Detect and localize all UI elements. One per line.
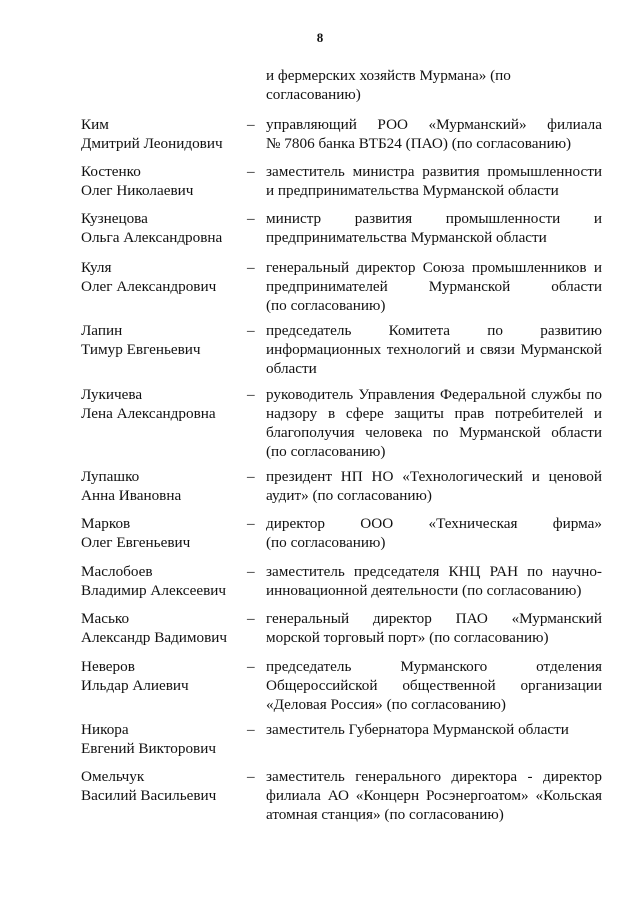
member-name [81, 514, 251, 552]
position-line: морской торговый порт» (по согласованию) [266, 629, 549, 646]
member-surname: Куля [81, 259, 112, 276]
dash-separator: – [247, 468, 255, 485]
member-surname: Лапин [81, 322, 123, 339]
position-line: президент НП НО «Технологический и ценовой [266, 468, 602, 485]
page-number: 8 [316, 30, 324, 45]
position-line: руководитель Управления Федеральной службы по [266, 386, 602, 403]
member-given-name: Анна Ивановна [81, 487, 182, 504]
position-line: (по согласованию) [266, 297, 386, 314]
dash-separator: – [247, 163, 255, 180]
member-name [81, 767, 251, 805]
member-name [81, 609, 251, 647]
member-position [266, 385, 602, 461]
position-line: благополучия человека по Мурманской области [266, 424, 602, 441]
member-position [266, 467, 602, 505]
member-name [81, 720, 251, 758]
continued-position-text [266, 66, 602, 104]
member-name [81, 562, 251, 600]
member-position [266, 209, 602, 247]
member-position [266, 258, 602, 315]
position-line: министр развития промышленности и [266, 210, 602, 227]
member-name [81, 162, 251, 200]
member-position [266, 767, 602, 824]
member-surname: Никора [81, 721, 129, 738]
member-given-name: Тимур Евгеньевич [81, 341, 201, 358]
dash-separator: – [247, 721, 255, 738]
member-surname: Масько [81, 610, 130, 627]
member-given-name: Олег Евгеньевич [81, 534, 191, 551]
member-given-name: Ильдар Алиевич [81, 677, 189, 694]
position-line: генеральный директор ПАО «Мурманский [266, 610, 602, 627]
position-line: управляющий РОО «Мурманский» филиала [266, 116, 602, 133]
member-name [81, 321, 251, 359]
position-line: предпринимательства Мурманской области [266, 229, 547, 246]
member-surname: Маслобоев [81, 563, 153, 580]
member-position [266, 115, 602, 153]
member-given-name: Олег Николаевич [81, 182, 194, 199]
member-surname: Омельчук [81, 768, 145, 785]
member-given-name: Ольга Александровна [81, 229, 223, 246]
member-surname: Костенко [81, 163, 141, 180]
member-name [81, 385, 251, 423]
member-given-name: Лена Александровна [81, 405, 216, 422]
position-line: заместитель председателя КНЦ РАН по научно- [266, 563, 602, 580]
dash-separator: – [247, 768, 255, 785]
position-line: «Деловая Россия» (по согласованию) [266, 696, 506, 713]
position-line: атомная станция» (по согласованию) [266, 806, 504, 823]
member-given-name: Дмитрий Леонидович [81, 135, 223, 152]
position-line: заместитель генерального директора - директор [266, 768, 602, 785]
member-position [266, 720, 602, 739]
member-name [81, 467, 251, 505]
member-surname: Лукичева [81, 386, 143, 403]
position-line: заместитель министра развития промышленности [266, 163, 602, 180]
position-line: информационных технологий и связи Мурманской [266, 341, 602, 358]
dash-separator: – [247, 386, 255, 403]
member-surname: Марков [81, 515, 131, 532]
member-name [81, 115, 251, 153]
member-surname: Кузнецова [81, 210, 148, 227]
position-line: директор ООО «Техническая фирма» [266, 515, 602, 532]
dash-separator: – [247, 610, 255, 627]
member-position [266, 321, 602, 378]
member-position [266, 609, 602, 647]
position-line: и предпринимательства Мурманской области [266, 182, 559, 199]
position-line: председатель Мурманского отделения [266, 658, 602, 675]
member-position [266, 657, 602, 714]
position-line: председатель Комитета по развитию [266, 322, 602, 339]
member-name [81, 209, 251, 247]
member-given-name: Василий Васильевич [81, 787, 217, 804]
member-position [266, 562, 602, 600]
member-position [266, 514, 602, 552]
position-line: заместитель Губернатора Мурманской области [266, 721, 569, 738]
member-name [81, 258, 251, 296]
dash-separator: – [247, 210, 255, 227]
member-given-name: Евгений Викторович [81, 740, 216, 757]
position-line: аудит» (по согласованию) [266, 487, 432, 504]
member-surname: Ким [81, 116, 109, 133]
member-surname: Лупашко [81, 468, 140, 485]
dash-separator: – [247, 563, 255, 580]
dash-separator: – [247, 322, 255, 339]
position-line: (по согласованию) [266, 67, 511, 103]
member-position [266, 162, 602, 200]
position-line: № 7806 банка ВТБ24 (ПАО) (по согласованию) [266, 135, 572, 152]
position-line: предпринимателей Мурманской области [266, 278, 602, 295]
position-line: надзору в сфере защиты прав потребителей и [266, 405, 602, 422]
member-given-name: Александр Вадимович [81, 629, 228, 646]
position-line: филиала АО «Концерн Росэнергоатом» «Кольская [266, 787, 602, 804]
position-line: и фермерских хозяйств Мурмана» [266, 67, 487, 84]
member-given-name: Олег Александрович [81, 278, 217, 295]
dash-separator: – [247, 116, 255, 133]
position-line: области [266, 360, 317, 377]
member-surname: Неверов [81, 658, 135, 675]
dash-separator: – [247, 259, 255, 276]
position-line: (по согласованию) [266, 443, 386, 460]
dash-separator: – [247, 658, 255, 675]
member-given-name: Владимир Алексеевич [81, 582, 227, 599]
position-line: генеральный директор Союза промышленников и [266, 259, 602, 276]
position-line: инновационной деятельности (по согласованию) [266, 582, 582, 599]
dash-separator: – [247, 515, 255, 532]
position-line: (по согласованию) [266, 534, 386, 551]
position-line: Общероссийской общественной организации [266, 677, 602, 694]
member-name [81, 657, 251, 695]
